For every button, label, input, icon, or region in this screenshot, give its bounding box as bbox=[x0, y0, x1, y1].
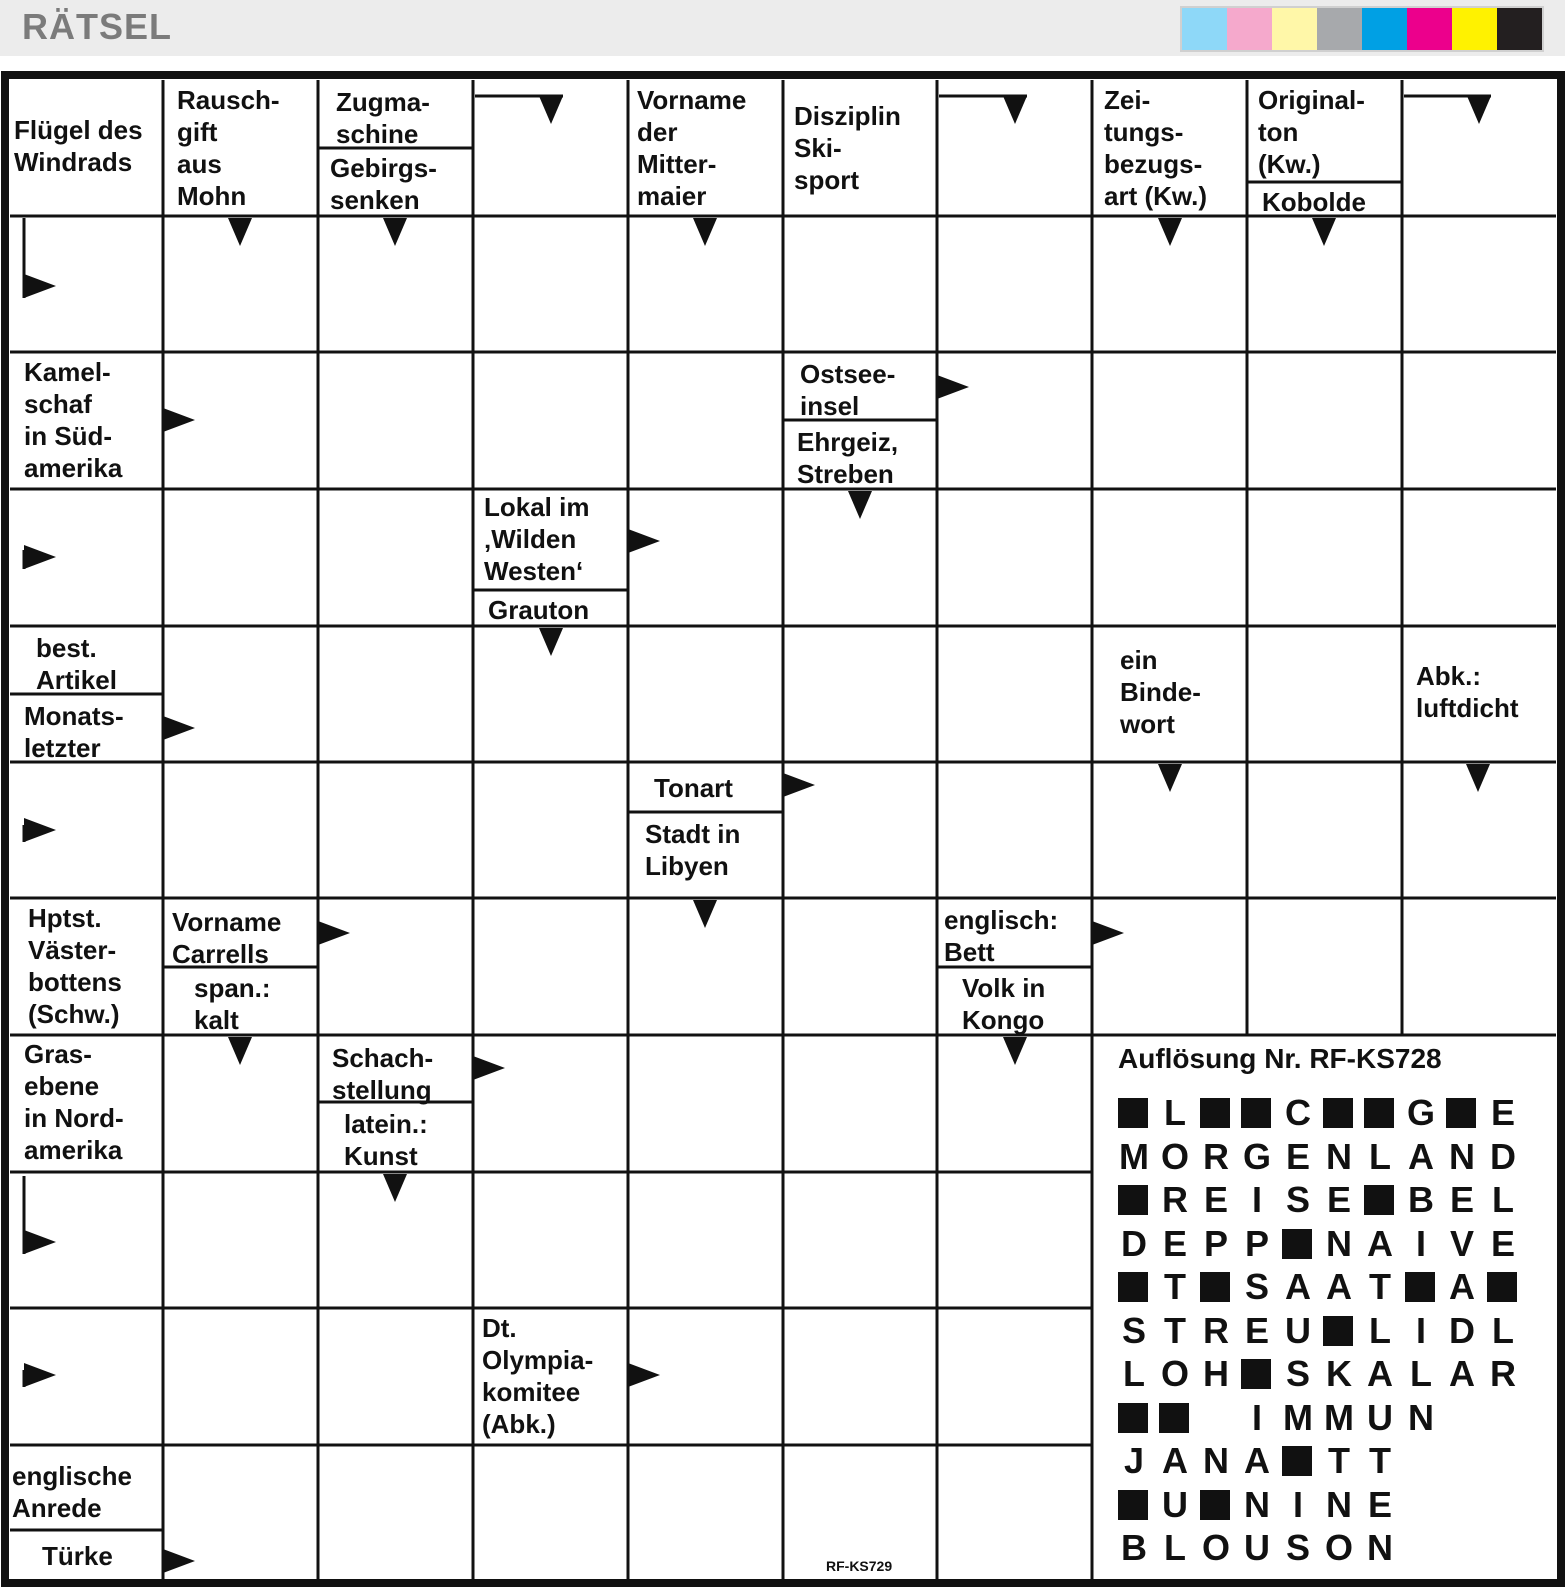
arrow-right-icon bbox=[318, 921, 350, 945]
solution-letter: T bbox=[1369, 1266, 1391, 1307]
solution-letter: E bbox=[1490, 1222, 1515, 1264]
solution-letter: L bbox=[1492, 1309, 1514, 1351]
arrow-bent-down-icon bbox=[1467, 96, 1491, 124]
arrows bbox=[24, 96, 1491, 1573]
clue-r6c6b: Volk in Kongo bbox=[962, 973, 1046, 1035]
arrow-right-icon bbox=[937, 375, 969, 399]
clue-r4c9: Abk.: luftdicht bbox=[1416, 661, 1519, 723]
clue-r0c4: Vorname der Mitter- maier bbox=[637, 85, 747, 211]
solution-letter: K bbox=[1326, 1353, 1352, 1394]
arrow-down-icon bbox=[228, 218, 252, 246]
arrow-down-icon bbox=[228, 1037, 252, 1065]
solution-black-square bbox=[1200, 1272, 1230, 1302]
solution-black-square bbox=[1323, 1316, 1353, 1346]
solution-letter: E bbox=[1490, 1092, 1515, 1133]
solution-letter: R bbox=[1490, 1353, 1516, 1394]
clue-r6c1b: span.: kalt bbox=[194, 973, 271, 1035]
arrow-right-icon bbox=[163, 716, 195, 740]
solution-letter: L bbox=[1123, 1353, 1145, 1394]
solution-letter: B bbox=[1121, 1527, 1147, 1568]
solution-letter: M bbox=[1119, 1135, 1149, 1177]
clue-r3c3b: Grauton bbox=[488, 595, 590, 625]
clue-r6c6a: englisch: Bett bbox=[944, 905, 1059, 967]
solution-letter: U bbox=[1162, 1483, 1188, 1525]
solution-black-square bbox=[1159, 1403, 1189, 1433]
solution-letter: S bbox=[1285, 1179, 1310, 1220]
solution-letter: L bbox=[1369, 1309, 1391, 1351]
solution-letter: C bbox=[1285, 1092, 1311, 1133]
solution-letter: N bbox=[1449, 1135, 1475, 1177]
arrow-bent-right-icon bbox=[24, 1363, 56, 1387]
solution-letter: G bbox=[1242, 1135, 1271, 1177]
page-title: RÄTSEL bbox=[22, 6, 172, 47]
solution-letter: R bbox=[1203, 1309, 1229, 1351]
solution-letter: E bbox=[1449, 1179, 1474, 1220]
solution-letter: E bbox=[1244, 1309, 1269, 1351]
arrow-down-icon bbox=[1158, 764, 1182, 792]
clue-r0c1: Rausch- gift aus Mohn bbox=[177, 85, 280, 211]
solution-black-square bbox=[1118, 1185, 1148, 1215]
solution-letter: N bbox=[1326, 1135, 1352, 1177]
arrow-down-icon bbox=[539, 628, 563, 656]
clue-r0c2b: Gebirgs- senken bbox=[330, 153, 437, 215]
puzzle-code: RF-KS729 bbox=[826, 1558, 893, 1574]
solution-letter: J bbox=[1123, 1440, 1145, 1481]
solution-black-square bbox=[1323, 1098, 1353, 1128]
solution-letter: I bbox=[1292, 1483, 1303, 1525]
solution-letter: E bbox=[1162, 1222, 1187, 1264]
solution-letter: I bbox=[1251, 1179, 1262, 1220]
solution-letter: H bbox=[1203, 1353, 1229, 1394]
clue-r0c8b: Kobolde bbox=[1262, 187, 1366, 217]
clue-r2c0: Kamel- schaf in Süd- amerika bbox=[24, 357, 123, 483]
solution-black-square bbox=[1241, 1359, 1271, 1389]
solution-letter: E bbox=[1326, 1179, 1351, 1220]
solution-letter: G bbox=[1406, 1092, 1435, 1133]
solution-letter: A bbox=[1367, 1353, 1393, 1394]
solution-letter: U bbox=[1285, 1309, 1311, 1351]
solution-letter: S bbox=[1121, 1309, 1146, 1351]
solution-black-square bbox=[1282, 1229, 1312, 1259]
clue-r2c5b: Ehrgeiz, Streben bbox=[797, 427, 899, 489]
clue-r10c0a: englische Anrede bbox=[12, 1461, 132, 1523]
solution-empty bbox=[1200, 1399, 1232, 1437]
solution-letter: T bbox=[1328, 1440, 1350, 1481]
solution-letter: S bbox=[1285, 1353, 1310, 1394]
solution-letter: N bbox=[1326, 1483, 1352, 1525]
solution-letter: M bbox=[1324, 1396, 1354, 1438]
clue-r10c0b: Türke bbox=[42, 1541, 113, 1571]
solution-letter: N bbox=[1367, 1527, 1393, 1568]
solution-letter: P bbox=[1244, 1222, 1269, 1264]
solution-black-square bbox=[1364, 1098, 1394, 1128]
clue-r4c0a: best. Artikel bbox=[36, 633, 117, 695]
solution-letter: R bbox=[1162, 1179, 1188, 1220]
solution-letter: D bbox=[1490, 1135, 1516, 1177]
arrow-bent-right-icon bbox=[24, 1230, 56, 1254]
clue-r2c5a: Ostsee- insel bbox=[800, 359, 896, 421]
solution-black-square bbox=[1446, 1098, 1476, 1128]
clue-r4c7: ein Binde- wort bbox=[1120, 645, 1201, 739]
solution-letter: U bbox=[1244, 1527, 1270, 1568]
arrow-down-icon bbox=[693, 218, 717, 246]
solution-black-square bbox=[1118, 1272, 1148, 1302]
solution-letter: A bbox=[1367, 1222, 1393, 1264]
solution-letter: E bbox=[1285, 1135, 1310, 1177]
arrow-down-icon bbox=[1312, 218, 1336, 246]
clue-r6c1a: Vorname Carrells bbox=[172, 907, 282, 969]
solution-black-square bbox=[1200, 1098, 1230, 1128]
arrow-bent-right-icon bbox=[24, 818, 56, 842]
solution-black-square bbox=[1118, 1098, 1148, 1128]
solution-letter: B bbox=[1408, 1179, 1434, 1220]
arrow-right-icon bbox=[163, 408, 195, 432]
solution-letter: T bbox=[1369, 1440, 1391, 1481]
solution-letter: I bbox=[1415, 1309, 1426, 1351]
solution-letter: L bbox=[1369, 1135, 1391, 1177]
clue-r3c3a: Lokal im ‚Wilden Westen‘ bbox=[484, 492, 590, 586]
solution-letter: R bbox=[1203, 1135, 1229, 1177]
arrow-down-icon bbox=[693, 900, 717, 928]
solution-letter: O bbox=[1160, 1353, 1189, 1394]
clue-r5c4b: Stadt in Libyen bbox=[645, 819, 741, 881]
solution-letter: N bbox=[1244, 1483, 1270, 1525]
clue-r0c7: Zei- tungs- bezugs- art (Kw.) bbox=[1104, 85, 1208, 211]
solution-letter: T bbox=[1164, 1309, 1186, 1351]
solution-letter: L bbox=[1492, 1179, 1514, 1220]
solution-letter: N bbox=[1326, 1222, 1352, 1264]
solution-letter: N bbox=[1203, 1440, 1229, 1481]
arrow-down-icon bbox=[1003, 1037, 1027, 1065]
clue-r0c0: Flügel des Windrads bbox=[14, 115, 143, 177]
arrow-right-icon bbox=[628, 1363, 660, 1387]
arrow-bent-down-icon bbox=[1003, 96, 1027, 124]
solution-letter: D bbox=[1121, 1222, 1147, 1264]
clue-r0c5: Disziplin Ski- sport bbox=[794, 101, 901, 195]
solution-letter: M bbox=[1283, 1396, 1313, 1438]
solution-letter: S bbox=[1244, 1266, 1269, 1307]
arrow-down-icon bbox=[383, 1174, 407, 1202]
solution-letter: O bbox=[1160, 1135, 1189, 1177]
arrow-bent-down-icon bbox=[539, 96, 563, 124]
solution-letter: T bbox=[1164, 1266, 1186, 1307]
solution-letter: E bbox=[1367, 1483, 1392, 1525]
clue-r6c0: Hptst. Väster- bottens (Schw.) bbox=[28, 903, 122, 1029]
clue-r7c0: Gras- ebene in Nord- amerika bbox=[24, 1039, 124, 1165]
arrow-right-icon bbox=[628, 529, 660, 553]
clue-r7c2b: latein.: Kunst bbox=[344, 1109, 428, 1171]
arrow-bent-right-icon bbox=[24, 545, 56, 569]
solution-black-square bbox=[1282, 1446, 1312, 1476]
solution-letter: L bbox=[1164, 1092, 1186, 1133]
solution-letter: D bbox=[1449, 1309, 1475, 1351]
arrow-down-icon bbox=[1158, 218, 1182, 246]
arrow-right-icon bbox=[163, 1549, 195, 1573]
solution-letter: A bbox=[1449, 1353, 1475, 1394]
solution-letter: L bbox=[1164, 1527, 1186, 1568]
solution-black-square bbox=[1241, 1098, 1271, 1128]
clue-r0c2a: Zugma- schine bbox=[336, 87, 430, 149]
solution-letter: A bbox=[1408, 1135, 1434, 1177]
solution-letter: I bbox=[1415, 1222, 1426, 1264]
solution-letter: A bbox=[1162, 1440, 1188, 1481]
arrow-down-icon bbox=[1466, 764, 1490, 792]
solution-black-square bbox=[1405, 1272, 1435, 1302]
solution-letter: V bbox=[1449, 1222, 1474, 1264]
solution-letter: I bbox=[1251, 1396, 1262, 1438]
clue-r9c3: Dt. Olympia- komitee (Abk.) bbox=[482, 1313, 594, 1439]
clue-r4c0b: Monats- letzter bbox=[24, 701, 124, 763]
clue-r7c2a: Schach- stellung bbox=[332, 1043, 434, 1105]
solution-letter: A bbox=[1326, 1266, 1352, 1307]
solution-letter: P bbox=[1203, 1222, 1228, 1264]
solution-black-square bbox=[1200, 1490, 1230, 1520]
arrow-down-icon bbox=[383, 218, 407, 246]
arrow-bent-right-icon bbox=[24, 274, 56, 298]
solution-black-square bbox=[1487, 1272, 1517, 1302]
solution-letter: E bbox=[1203, 1179, 1228, 1220]
solution-letter: A bbox=[1244, 1440, 1270, 1481]
solution-letter: L bbox=[1410, 1353, 1432, 1394]
clue-r0c8a: Original- ton (Kw.) bbox=[1258, 85, 1365, 179]
arrow-right-icon bbox=[1092, 921, 1124, 945]
arrow-right-icon bbox=[783, 773, 815, 797]
solution-letter: O bbox=[1201, 1527, 1230, 1568]
solution-letter: N bbox=[1408, 1396, 1434, 1438]
arrow-down-icon bbox=[848, 491, 872, 519]
solution-black-square bbox=[1118, 1490, 1148, 1520]
solution-letter: A bbox=[1449, 1266, 1475, 1307]
arrow-right-icon bbox=[473, 1056, 505, 1080]
solution-black-square bbox=[1118, 1403, 1148, 1433]
solution-letter: U bbox=[1367, 1396, 1393, 1438]
solution-letter: S bbox=[1285, 1527, 1310, 1568]
solution-black-square bbox=[1364, 1185, 1394, 1215]
solution-title: Auflösung Nr. RF-KS728 bbox=[1118, 1043, 1442, 1074]
clue-r5c4a: Tonart bbox=[654, 773, 733, 803]
solution-letter: A bbox=[1285, 1266, 1311, 1307]
solution-letter: O bbox=[1324, 1527, 1353, 1568]
